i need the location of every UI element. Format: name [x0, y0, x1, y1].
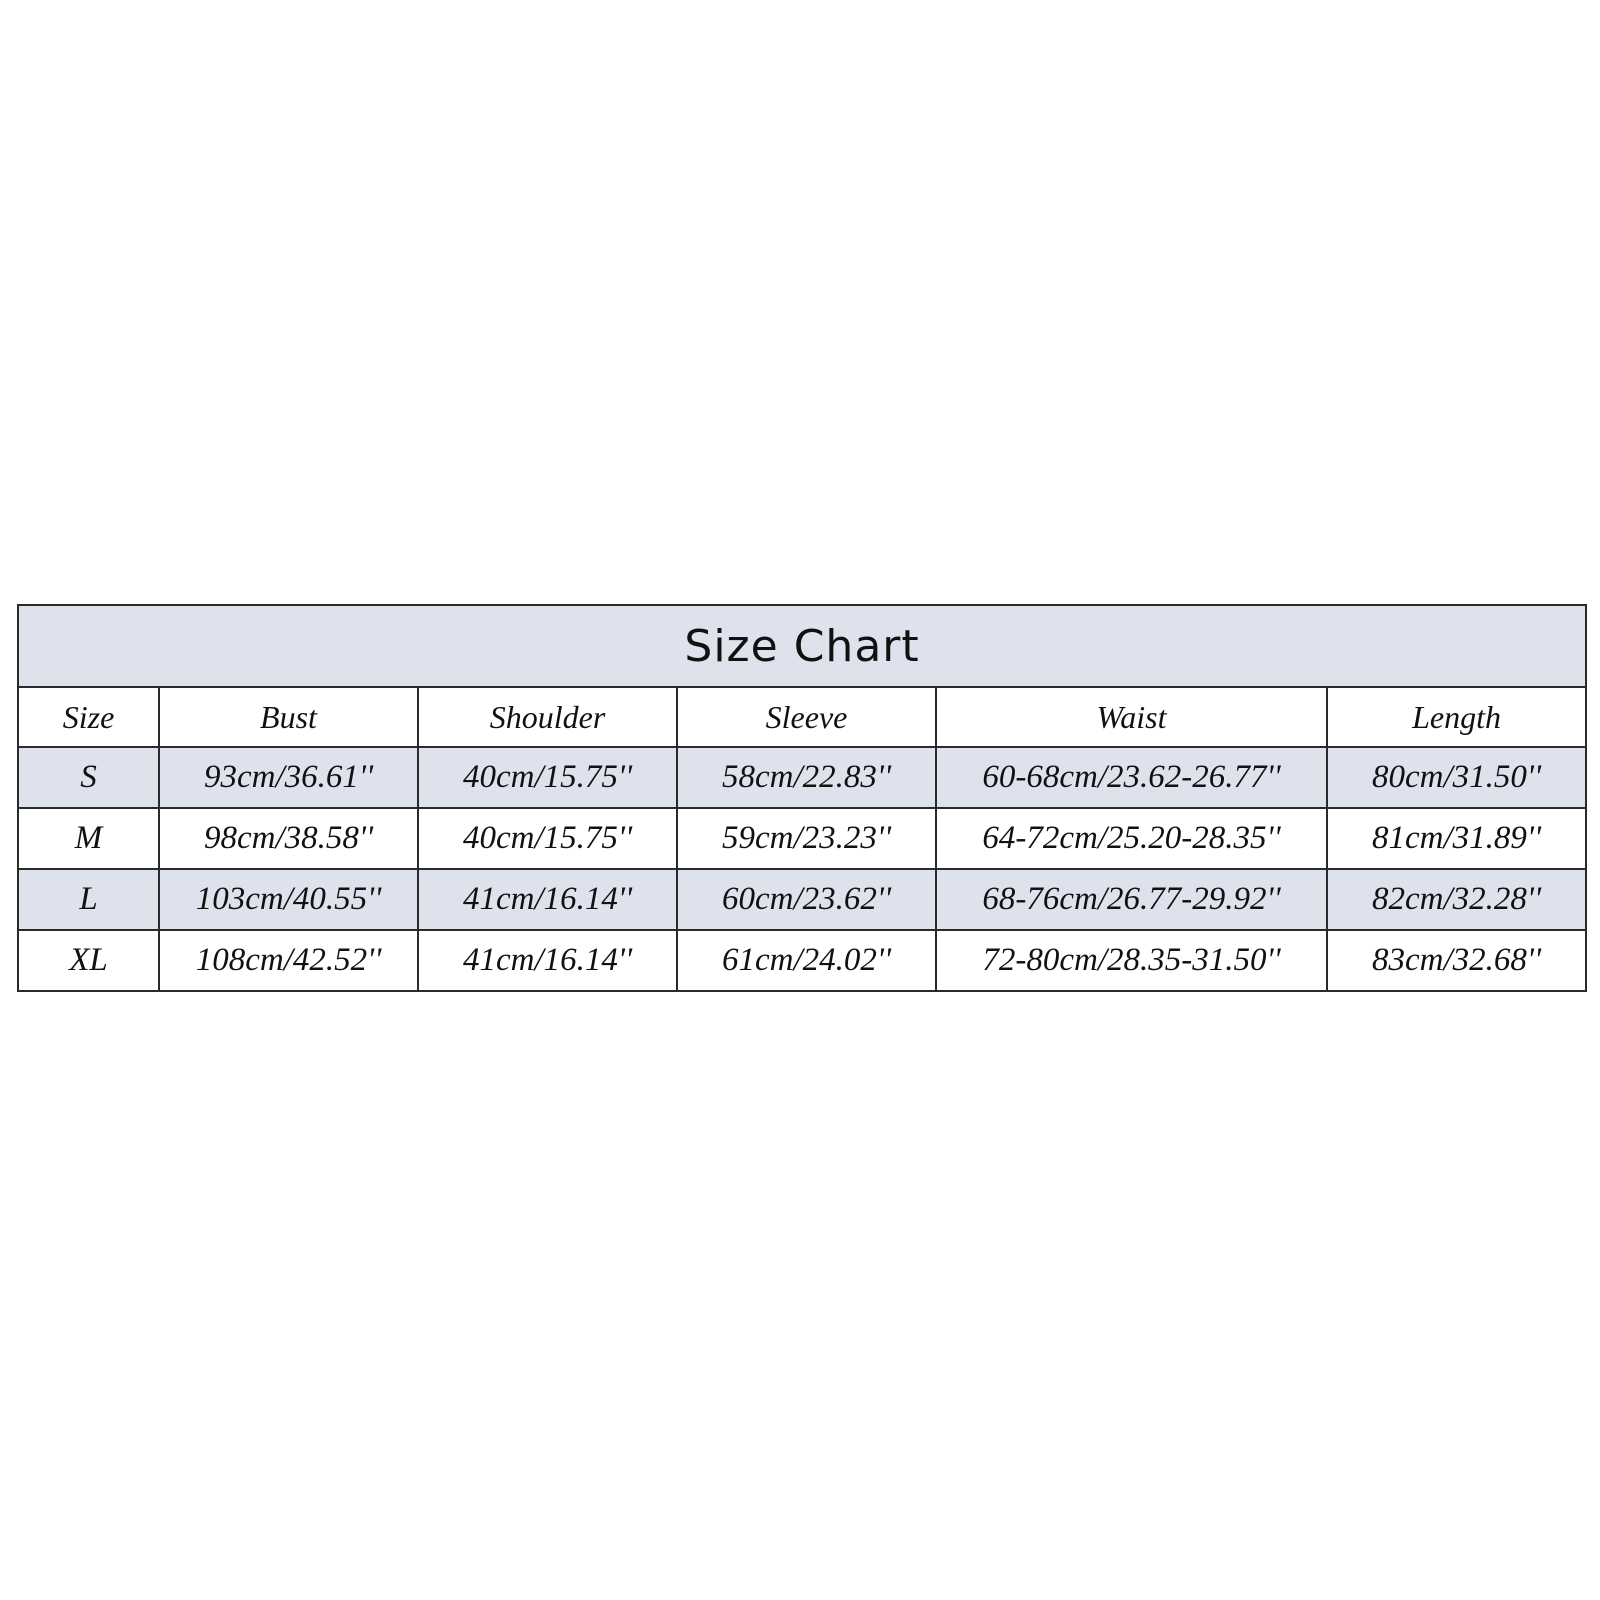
table-row — [18, 930, 1586, 991]
header-shoulder: Shoulder — [418, 687, 677, 747]
title-row — [18, 605, 1586, 687]
cell-size: XL — [18, 930, 159, 991]
cell-length: 81cm/31.89'' — [1327, 808, 1586, 869]
header-waist: Waist — [936, 687, 1327, 747]
cell-waist: 60-68cm/23.62-26.77'' — [936, 747, 1327, 808]
header-size: Size — [18, 687, 159, 747]
cell-shoulder: 41cm/16.14'' — [418, 869, 677, 930]
cell-shoulder: 41cm/16.14'' — [418, 930, 677, 991]
cell-sleeve: 58cm/22.83'' — [677, 747, 936, 808]
cell-sleeve: 59cm/23.23'' — [677, 808, 936, 869]
header-length: Length — [1327, 687, 1586, 747]
cell-shoulder: 40cm/15.75'' — [418, 747, 677, 808]
cell-length: 80cm/31.50'' — [1327, 747, 1586, 808]
cell-length: 83cm/32.68'' — [1327, 930, 1586, 991]
size-chart-table — [17, 604, 1587, 992]
table-row — [18, 747, 1586, 808]
chart-title: Size Chart — [18, 605, 1586, 687]
cell-waist: 64-72cm/25.20-28.35'' — [936, 808, 1327, 869]
header-bust: Bust — [159, 687, 418, 747]
cell-waist: 72-80cm/28.35-31.50'' — [936, 930, 1327, 991]
header-row — [18, 687, 1586, 747]
cell-bust: 98cm/38.58'' — [159, 808, 418, 869]
cell-bust: 103cm/40.55'' — [159, 869, 418, 930]
table-row — [18, 808, 1586, 869]
cell-sleeve: 60cm/23.62'' — [677, 869, 936, 930]
cell-size: L — [18, 869, 159, 930]
cell-sleeve: 61cm/24.02'' — [677, 930, 936, 991]
cell-waist: 68-76cm/26.77-29.92'' — [936, 869, 1327, 930]
cell-length: 82cm/32.28'' — [1327, 869, 1586, 930]
cell-bust: 93cm/36.61'' — [159, 747, 418, 808]
cell-shoulder: 40cm/15.75'' — [418, 808, 677, 869]
header-sleeve: Sleeve — [677, 687, 936, 747]
cell-bust: 108cm/42.52'' — [159, 930, 418, 991]
cell-size: S — [18, 747, 159, 808]
cell-size: M — [18, 808, 159, 869]
table-row — [18, 869, 1586, 930]
